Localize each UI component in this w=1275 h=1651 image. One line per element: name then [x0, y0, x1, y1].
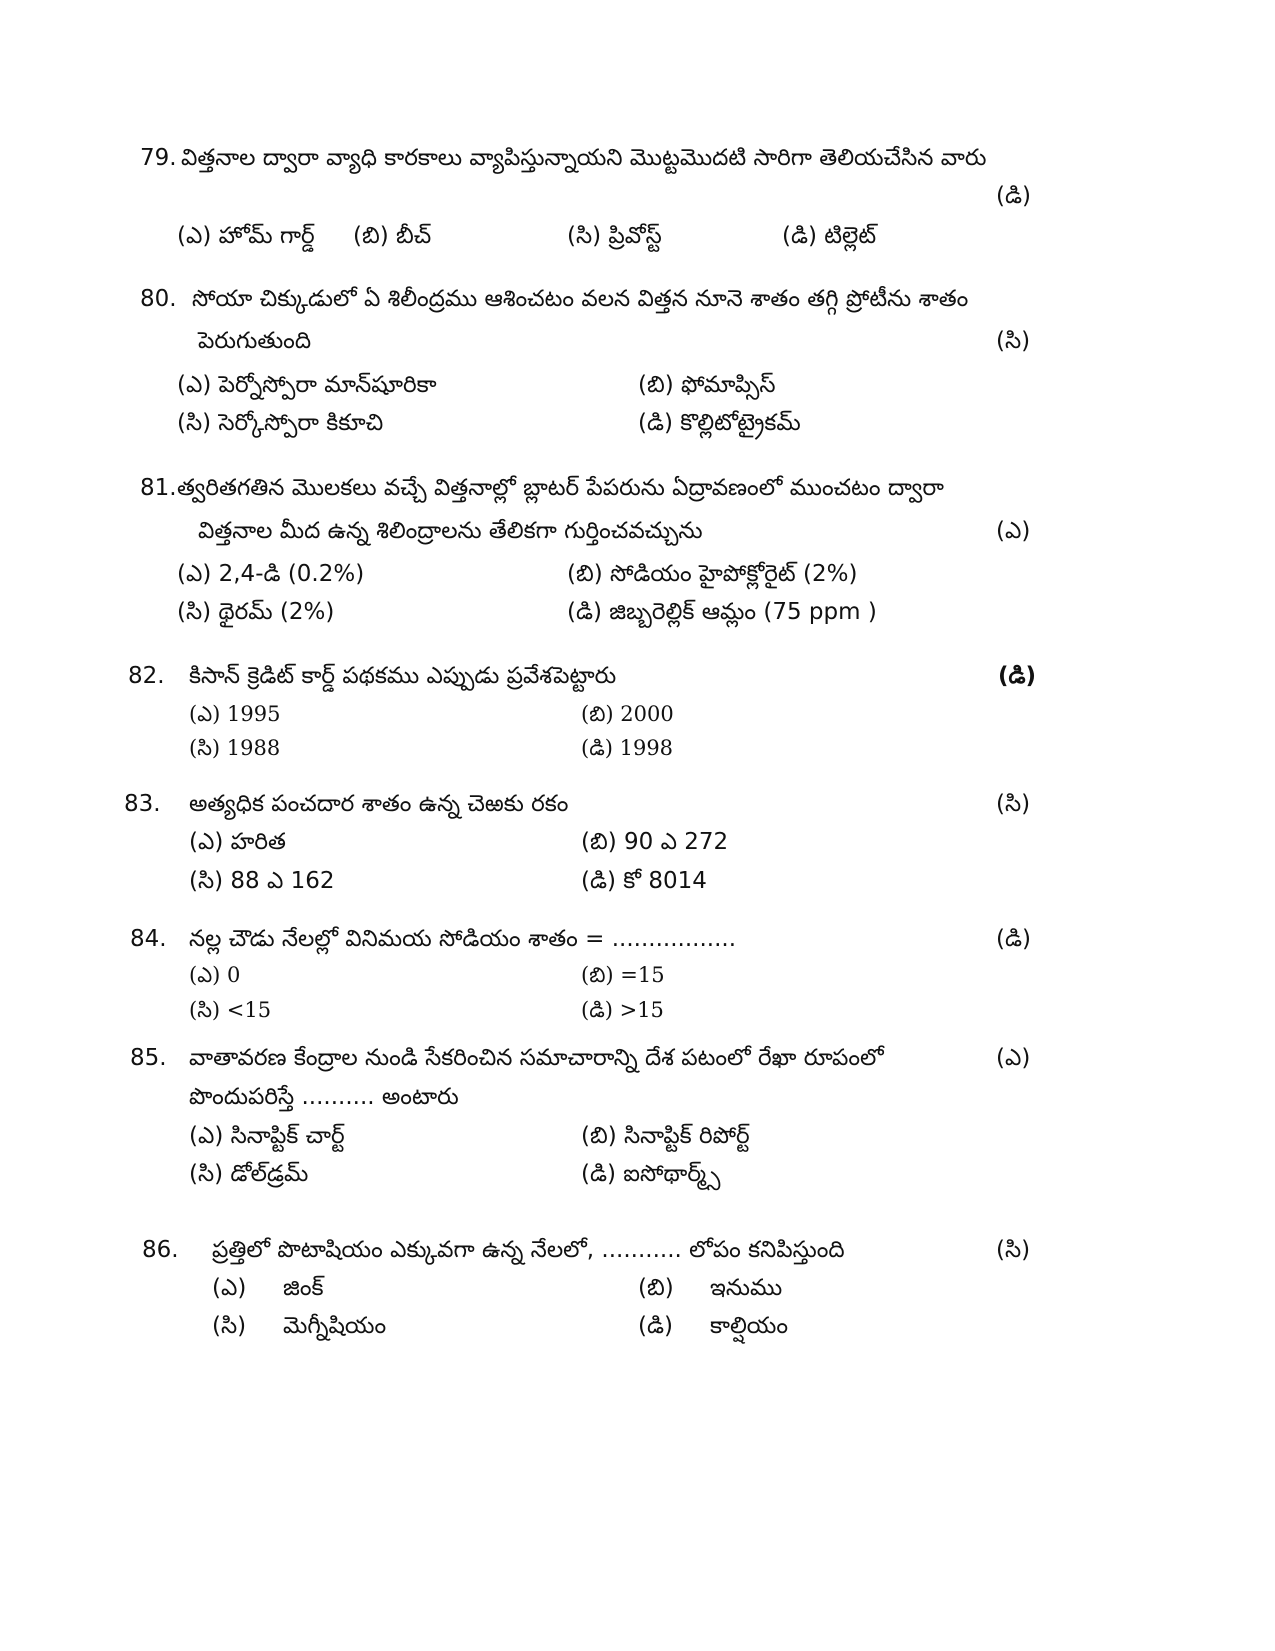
q84-option-b: (బి) =15	[581, 963, 665, 987]
q82-number: 82.	[128, 663, 165, 689]
q81-answer: (ఎ)	[996, 518, 1031, 544]
q82-answer: (డి)	[998, 663, 1037, 689]
q79-number: 79.	[140, 145, 177, 171]
q84-option-a: (ఎ) 0	[189, 963, 241, 987]
q81-option-d: (డి) జిబ్బరెల్లిక్ ఆమ్లం (75 ppm )	[567, 599, 877, 625]
q85-answer: (ఎ)	[996, 1045, 1031, 1071]
q80-number: 80.	[140, 286, 177, 312]
q84-option-d: (డి) >15	[581, 998, 664, 1022]
q80-text-line1: సోయా చిక్కుడులో ఏ శిలీంద్రము ఆశించటం వలన విత్తన నూనె శాతం తగ్గి ప్రోటీను శాతం	[192, 286, 969, 312]
q81-option-b: (బి) సోడియం హైపోక్లోరైట్ (2%)	[567, 561, 858, 587]
q84-answer: (డి)	[996, 926, 1031, 952]
q85-option-c: (సి) డోల్‌డ్రమ్	[189, 1161, 309, 1187]
q82-option-a: (ఎ) 1995	[189, 702, 281, 726]
q81-option-a: (ఎ) 2,4-డి (0.2%)	[177, 561, 365, 587]
q83-option-c: (సి) 88 ఎ 162	[189, 868, 335, 894]
q79-option-c: (సి) ప్రివోస్ట్	[567, 223, 662, 249]
q83-option-b: (బి) 90 ఎ 272	[581, 829, 729, 855]
q80-answer: (సి)	[996, 328, 1031, 354]
q85-option-a: (ఎ) సినాప్టిక్ చార్ట్	[189, 1123, 345, 1149]
q83-option-a: (ఎ) హరిత	[189, 829, 286, 855]
q83-text: అత్యధిక పంచదార శాతం ఉన్న చెఱకు రకం	[189, 791, 569, 817]
q86-answer: (సి)	[996, 1237, 1031, 1263]
q81-text-line1: త్వరితగతిన మొలకలు వచ్చే విత్తనాల్లో బ్లాటర్ పేపరును ఏద్రావణంలో ముంచటం ద్వారా	[177, 475, 944, 501]
q79-option-d: (డి) టిల్లెట్	[782, 223, 877, 249]
q81-number: 81.	[140, 475, 177, 501]
q85-option-d: (డి) ఐసోథార్మ్స్	[581, 1161, 721, 1187]
q86-option-b-label: (బి)	[638, 1275, 674, 1301]
q82-option-d: (డి) 1998	[581, 736, 674, 760]
q84-option-c: (సి) <15	[189, 998, 272, 1022]
q86-option-c-text: మెగ్నీషియం	[283, 1313, 387, 1339]
q82-text: కిసాన్ క్రెడిట్ కార్డ్ పథకము ఎప్పుడు ప్రవేశపెట్టారు	[189, 663, 617, 689]
q85-text-line1: వాతావరణ కేంద్రాల నుండి సేకరించిన సమాచారాన్ని దేశ పటంలో రేఖా రూపంలో	[189, 1045, 884, 1071]
q79-option-b: (బి) బీచ్	[353, 223, 432, 249]
q83-answer: (సి)	[996, 791, 1031, 817]
q86-number: 86.	[142, 1237, 179, 1263]
q80-option-c: (సి) సెర్కోస్పోరా కికూచి	[177, 410, 384, 436]
q81-text-line2: విత్తనాల మీద ఉన్న శిలింద్రాలను తేలికగా గుర్తించవచ్చును	[198, 518, 703, 544]
q80-option-b: (బి) ఫోమాప్సిస్	[638, 372, 776, 398]
q81-option-c: (సి) థైరమ్ (2%)	[177, 599, 335, 625]
q79-text: విత్తనాల ద్వారా వ్యాధి కారకాలు వ్యాపిస్తున్నాయని మొట్టమొదటి సారిగా తెలియచేసిన వారు	[181, 145, 987, 171]
q80-text-line2: పెరుగుతుంది	[198, 328, 312, 354]
q85-text-line2: పొందుపరిస్తే .......... అంటారు	[189, 1084, 459, 1110]
q80-option-a: (ఎ) పెర్నోస్పోరా మాన్‌షూరికా	[177, 372, 437, 398]
q82-option-b: (బి) 2000	[581, 702, 674, 726]
q82-option-c: (సి) 1988	[189, 736, 281, 760]
q86-text: ప్రత్తిలో పొటాషియం ఎక్కువగా ఉన్న నేలలో, ........... లోపం కనిపిస్తుంది	[212, 1237, 845, 1263]
q85-option-b: (బి) సినాప్టిక్ రిపోర్ట్	[581, 1123, 750, 1149]
q79-option-a: (ఎ) హోమ్ గార్డ్	[177, 223, 315, 249]
q86-option-a-label: (ఎ)	[212, 1275, 247, 1301]
q83-number: 83.	[124, 791, 161, 817]
q86-option-a-text: జింక్	[283, 1275, 324, 1301]
q86-option-d-label: (డి)	[638, 1313, 673, 1339]
q85-number: 85.	[130, 1045, 167, 1071]
q79-answer: (డి)	[996, 183, 1031, 209]
q84-number: 84.	[130, 926, 167, 952]
q86-option-b-text: ఇనుము	[710, 1275, 783, 1301]
q80-option-d: (డి) కొల్లిటోట్రైకమ్	[638, 410, 801, 436]
q84-text: నల్ల చౌడు నేలల్లో వినిమయ సోడియం శాతం = .................	[189, 926, 737, 952]
q86-option-c-label: (సి)	[212, 1313, 247, 1339]
q83-option-d: (డి) కో 8014	[581, 868, 707, 894]
q86-option-d-text: కాల్షియం	[710, 1313, 789, 1339]
